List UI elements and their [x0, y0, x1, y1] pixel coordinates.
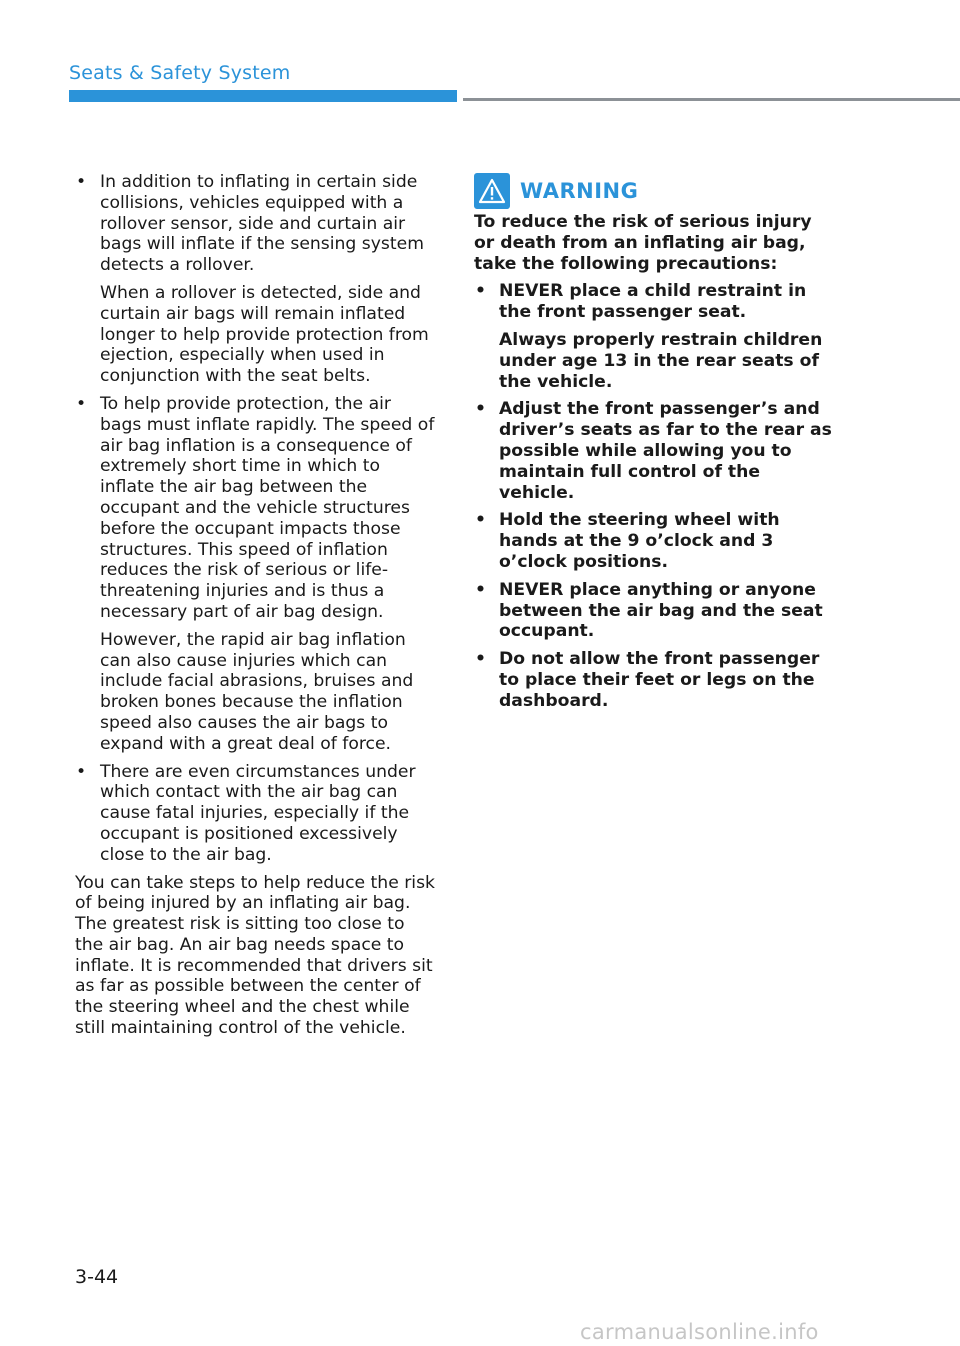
list-item — [75, 172, 437, 387]
list-item — [474, 580, 836, 642]
paragraph: In addition to inflating in certain side collisions, vehicles equipped with a rollover sensor, side and curtain air bags will inflate if the sensing system detects a rollover. — [100, 172, 424, 276]
header-rule-gray — [463, 98, 960, 101]
bullet-marker: • — [76, 172, 87, 192]
header-rule-blue — [69, 90, 457, 102]
list-item — [75, 762, 437, 866]
list-item — [474, 399, 836, 503]
paragraph: However, the rapid air bag inflation can also cause injuries which can include facial abrasions, bruises and broken bones because the inflation speed also causes the air bags to expand with a great deal of force. — [100, 629, 414, 754]
closing-paragraph: You can take steps to help reduce the risk of being injured by an inflating air bag. The greatest risk is sitting too close to the air bag. An air bag needs space to inflate. It is recommended that drivers sit as far as possible between the center of the steering wheel and the chest while still maintaining control of the vehicle. — [75, 872, 435, 1039]
section-title: Seats & Safety System — [69, 62, 291, 84]
bullet-marker: • — [475, 510, 486, 531]
warning-intro: To reduce the risk of serious injury or death from an inflating air bag, take the following precautions: — [474, 212, 812, 274]
list-item — [474, 649, 836, 711]
bullet-marker: • — [475, 281, 486, 302]
list-item — [474, 281, 836, 392]
warning-title: WARNING — [520, 178, 639, 203]
bullet-marker: • — [475, 399, 486, 420]
paragraph: To help provide protection, the air bags must inflate rapidly. The speed of air bag inflation is a consequence of extremely short time in which to inflate the air bag between the occupant and the vehicle structures before the occupant impacts those structures. This speed of inflation reduces the risk of serious or life-threatening injuries and is thus a necessary part of air bag design. — [100, 393, 435, 622]
paragraph: When a rollover is detected, side and curtain air bags will remain inflated longer to help provide protection from ejection, especially when used in conjunction with the seat belts. — [100, 282, 429, 387]
paragraph: There are even circumstances under which contact with the air bag can cause fatal injuries, especially if the occupant is positioned excessively close to the air bag. — [100, 761, 416, 865]
paragraph: NEVER place a child restraint in the front passenger seat. — [499, 281, 807, 323]
list-item — [75, 394, 437, 755]
bullet-marker: • — [76, 393, 87, 414]
list-item — [474, 510, 836, 572]
warning-header — [474, 172, 836, 210]
paragraph: Always properly restrain children under age 13 in the rear seats of the vehicle. — [499, 329, 823, 392]
left-column — [75, 172, 437, 1039]
warning-box — [474, 172, 836, 719]
bullet-marker: • — [76, 761, 87, 782]
paragraph: Do not allow the front passenger to place their feet or legs on the dashboard. — [499, 649, 820, 711]
watermark: carmanualsonline.info — [580, 1320, 819, 1344]
paragraph: NEVER place anything or anyone between the air bag and the seat occupant. — [499, 579, 823, 642]
warning-triangle-icon — [474, 173, 510, 209]
bullet-marker: • — [475, 579, 486, 600]
page-number: 3-44 — [75, 1266, 119, 1288]
paragraph: Adjust the front passenger’s and driver’s seats as far to the rear as possible while allowing you to maintain full control of the vehicle. — [499, 399, 832, 503]
paragraph: Hold the steering wheel with hands at the 9 o’clock and 3 o’clock positions. — [499, 510, 780, 572]
bullet-marker: • — [475, 649, 486, 670]
